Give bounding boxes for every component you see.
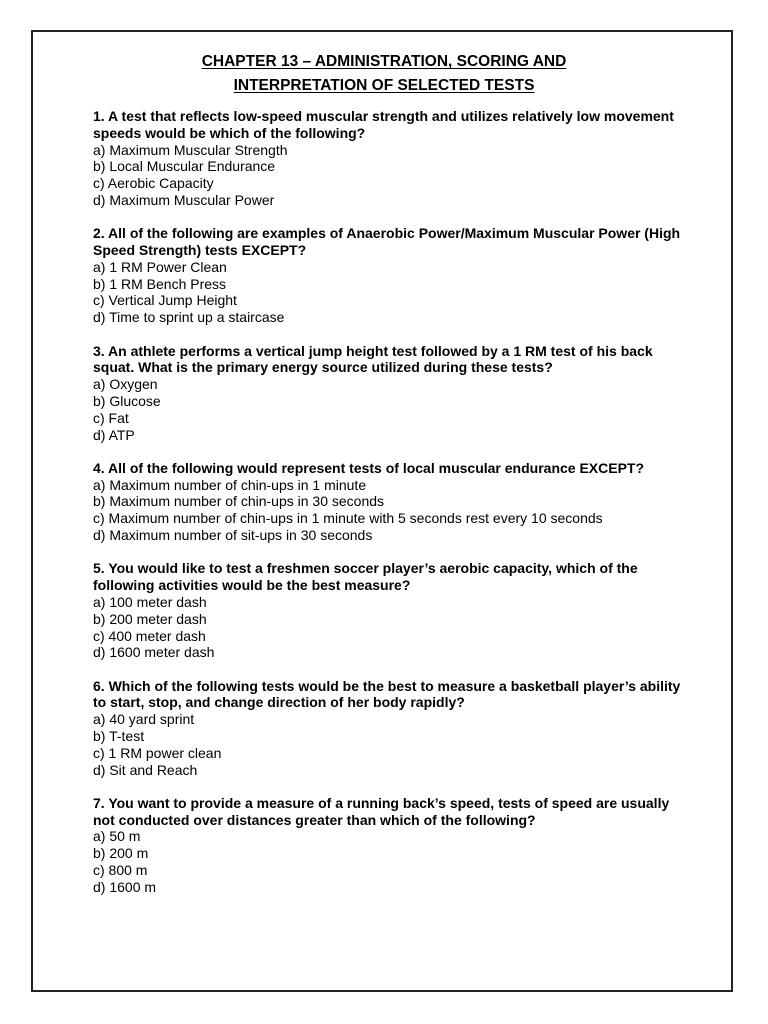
answer-option-d: d) Sit and Reach — [93, 761, 198, 778]
question-4 — [93, 460, 693, 544]
answer-option-c: c) 1 RM power clean — [93, 744, 222, 761]
answer-option-c: c) Fat — [93, 409, 129, 426]
answer-option-b: b) Glucose — [93, 392, 161, 409]
answer-option-d: d) Maximum Muscular Power — [93, 191, 275, 208]
answer-option-a: a) 1 RM Power Clean — [93, 258, 227, 275]
answer-option-a: a) Maximum Muscular Strength — [93, 141, 288, 158]
question-text: 6. Which of the following tests would be the best to measure a basketball player’s ability to start, stop, and change direction of her body rapidly? — [93, 677, 681, 711]
answer-option-d: d) Maximum number of sit-ups in 30 seconds — [93, 527, 373, 544]
answer-option-a: a) Maximum number of chin-ups in 1 minute — [93, 476, 367, 493]
answer-option-a: a) 40 yard sprint — [93, 711, 195, 728]
question-text: 7. You want to provide a measure of a running back’s speed, tests of speed are usually not conducted over distances greater than which of the following? — [93, 794, 670, 828]
question-text: 4. All of the following would represent tests of local muscular endurance EXCEPT? — [93, 459, 645, 476]
question-3 — [93, 343, 693, 444]
answer-option-b: b) Local Muscular Endurance — [93, 158, 276, 175]
answer-option-b: b) T-test — [93, 728, 145, 744]
answer-option-a: a) Oxygen — [93, 376, 158, 393]
answer-option-d: d) 1600 meter dash — [93, 644, 215, 661]
question-2 — [93, 225, 693, 326]
page-title-line-2: INTERPRETATION OF SELECTED TESTS — [233, 77, 535, 94]
answer-option-c: c) Maximum number of chin-ups in 1 minute with 5 seconds rest every 10 seconds — [93, 510, 603, 527]
answer-option-d: d) Time to sprint up a staircase — [93, 309, 285, 326]
answer-option-c: c) 800 m — [93, 862, 148, 879]
answer-option-d: d) ATP — [93, 426, 135, 443]
answer-option-c: c) Vertical Jump Height — [93, 292, 237, 309]
answer-option-d: d) 1600 m — [93, 878, 157, 895]
answer-option-b: b) 200 meter dash — [93, 610, 207, 627]
question-list — [93, 108, 693, 912]
answer-option-b: b) 200 m — [93, 845, 149, 862]
page-title-line-1: CHAPTER 13 – ADMINISTRATION, SCORING AND — [201, 53, 567, 70]
question-text: 2. All of the following are examples of Anaerobic Power/Maximum Muscular Power (High Speed Strength) tests EXCEPT? — [93, 225, 681, 259]
answer-option-a: a) 50 m — [93, 828, 141, 845]
question-5 — [93, 560, 693, 661]
answer-option-c: c) 400 meter dash — [93, 627, 206, 644]
question-text: 1. A test that reflects low-speed muscular strength and utilizes relatively low movement speeds would be which of the following? — [93, 108, 674, 141]
answer-option-b: b) 1 RM Bench Press — [93, 275, 227, 292]
question-1 — [93, 108, 693, 209]
question-text: 5. You would like to test a freshmen soccer player’s aerobic capacity, which of the following activities would be the best measure? — [93, 560, 638, 594]
question-text: 3. An athlete performs a vertical jump height test followed by a 1 RM test of his back squat. What is the primary energy source utilized during these tests? — [93, 342, 653, 376]
question-7 — [93, 795, 693, 896]
answer-option-a: a) 100 meter dash — [93, 593, 207, 610]
answer-option-b: b) Maximum number of chin-ups in 30 seconds — [93, 493, 385, 510]
answer-option-c: c) Aerobic Capacity — [93, 175, 214, 192]
question-6 — [93, 678, 693, 779]
